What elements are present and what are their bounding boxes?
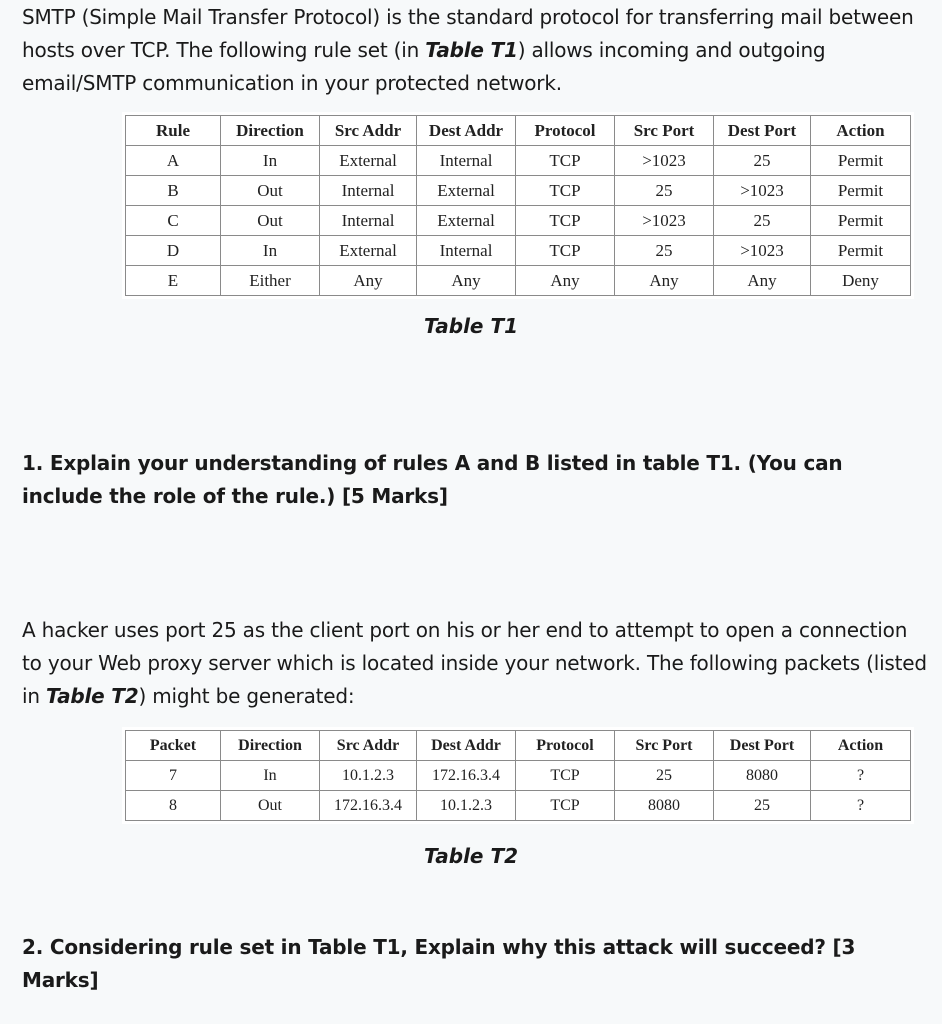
cell-protocol: TCP [516, 236, 615, 266]
cell-action: Permit [811, 176, 911, 206]
col-header-packet: Packet [126, 731, 221, 761]
intro-table-ref: Table T1 [425, 38, 518, 62]
cell-action: ? [811, 761, 911, 791]
cell-protocol: Any [516, 266, 615, 296]
col-header-action: Action [811, 116, 911, 146]
table-row [126, 206, 911, 236]
table-header-row [126, 731, 911, 761]
cell-dest-addr: 10.1.2.3 [417, 791, 516, 821]
table-t1 [122, 112, 914, 299]
cell-src-port: >1023 [615, 206, 714, 236]
table-row [126, 266, 911, 296]
col-header-src-addr: Src Addr [320, 116, 417, 146]
cell-dest-port: 25 [714, 206, 811, 236]
cell-dest-port: Any [714, 266, 811, 296]
cell-direction: Out [221, 206, 320, 236]
col-header-action: Action [811, 731, 911, 761]
cell-rule: A [126, 146, 221, 176]
cell-dest-addr: Internal [417, 236, 516, 266]
table-row [126, 236, 911, 266]
cell-rule: D [126, 236, 221, 266]
cell-rule: B [126, 176, 221, 206]
cell-src-port: 25 [615, 761, 714, 791]
cell-protocol: TCP [516, 146, 615, 176]
col-header-direction: Direction [221, 116, 320, 146]
cell-dest-port: >1023 [714, 176, 811, 206]
col-header-rule: Rule [126, 116, 221, 146]
cell-action: Permit [811, 236, 911, 266]
table-t2 [122, 727, 914, 824]
cell-action: Deny [811, 266, 911, 296]
cell-src-port: >1023 [615, 146, 714, 176]
col-header-src-addr: Src Addr [320, 731, 417, 761]
cell-direction: Out [221, 176, 320, 206]
cell-dest-addr: Any [417, 266, 516, 296]
col-header-direction: Direction [221, 731, 320, 761]
cell-action: ? [811, 791, 911, 821]
cell-protocol: TCP [516, 791, 615, 821]
hacker-table-ref: Table T2 [46, 684, 139, 708]
cell-packet: 7 [126, 761, 221, 791]
cell-direction: In [221, 146, 320, 176]
cell-dest-port: 25 [714, 791, 811, 821]
cell-src-addr: 10.1.2.3 [320, 761, 417, 791]
cell-direction: In [221, 236, 320, 266]
table-row [126, 791, 911, 821]
table-t2-caption: Table T2 [423, 844, 519, 868]
table-row [126, 761, 911, 791]
intro-text-before: SMTP (Simple Mail Transfer Protocol) is the standard protocol for transferring mail between hosts over TCP. The following rule set (in [22, 5, 914, 62]
col-header-dest-port: Dest Port [714, 731, 811, 761]
col-header-src-port: Src Port [615, 731, 714, 761]
table-row [126, 146, 911, 176]
table-t1-caption: Table T1 [423, 314, 519, 338]
cell-protocol: TCP [516, 761, 615, 791]
cell-src-addr: External [320, 236, 417, 266]
cell-src-addr: External [320, 146, 417, 176]
cell-action: Permit [811, 206, 911, 236]
intro-paragraph [22, 1, 922, 100]
col-header-protocol: Protocol [516, 731, 615, 761]
hacker-text-before: A hacker uses port 25 as the client port on his or her end to attempt to open a connection to your Web proxy server which is located inside your network. The following packets (listed in [22, 618, 927, 708]
cell-dest-addr: External [417, 206, 516, 236]
col-header-dest-addr: Dest Addr [417, 731, 516, 761]
cell-src-addr: Internal [320, 176, 417, 206]
cell-dest-port: 25 [714, 146, 811, 176]
hacker-paragraph [22, 614, 927, 713]
cell-src-port: Any [615, 266, 714, 296]
cell-direction: Either [221, 266, 320, 296]
table-header-row [126, 116, 911, 146]
cell-rule: C [126, 206, 221, 236]
cell-src-port: 25 [615, 236, 714, 266]
cell-dest-port: >1023 [714, 236, 811, 266]
cell-dest-addr: 172.16.3.4 [417, 761, 516, 791]
cell-direction: In [221, 761, 320, 791]
cell-src-addr: 172.16.3.4 [320, 791, 417, 821]
cell-direction: Out [221, 791, 320, 821]
table-row [126, 176, 911, 206]
col-header-dest-addr: Dest Addr [417, 116, 516, 146]
cell-action: Permit [811, 146, 911, 176]
col-header-src-port: Src Port [615, 116, 714, 146]
cell-rule: E [126, 266, 221, 296]
cell-packet: 8 [126, 791, 221, 821]
intro-text-after: ) allows incoming and outgoing email/SMTP communication in your protected network. [22, 38, 826, 95]
cell-dest-addr: Internal [417, 146, 516, 176]
cell-dest-port: 8080 [714, 761, 811, 791]
hacker-text-after: ) might be generated: [138, 684, 355, 708]
cell-protocol: TCP [516, 206, 615, 236]
cell-dest-addr: External [417, 176, 516, 206]
cell-src-port: 8080 [615, 791, 714, 821]
cell-src-addr: Any [320, 266, 417, 296]
cell-protocol: TCP [516, 176, 615, 206]
cell-src-port: 25 [615, 176, 714, 206]
col-header-dest-port: Dest Port [714, 116, 811, 146]
col-header-protocol: Protocol [516, 116, 615, 146]
question-2: 2. Considering rule set in Table T1, Explain why this attack will succeed? [3 Marks] [22, 935, 856, 992]
question-1: 1. Explain your understanding of rules A and B listed in table T1. (You can include the role of the rule.) [5 Marks] [22, 451, 843, 508]
cell-src-addr: Internal [320, 206, 417, 236]
